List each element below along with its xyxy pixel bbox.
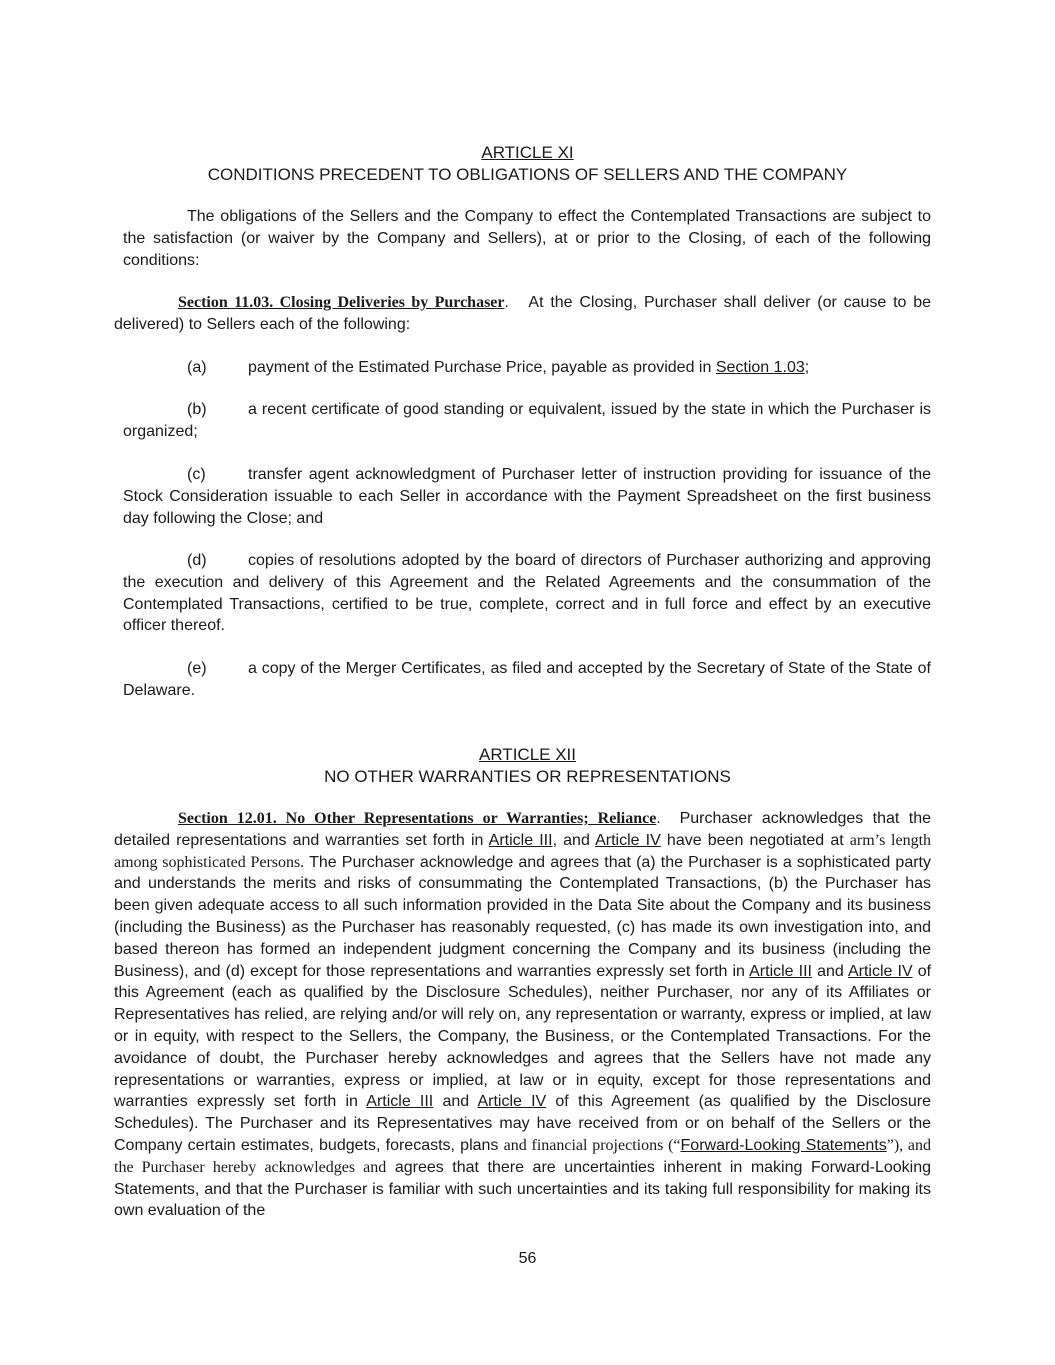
article-iv-link-2[interactable]: Article IV xyxy=(847,962,913,980)
list-item-b-label: (b) xyxy=(187,401,207,418)
article-11-number: ARTICLE XI xyxy=(481,143,574,162)
list-item-d-text: copies of resolutions adopted by the board of directors of Purchaser authorizing and approving the execution and delivery of this Agreement and the Related Agreements and the consummation of the Contemplated Transactions, certified to be true, complete, correct and in full force and effect by an executive officer thereof. xyxy=(123,552,931,635)
list-item-c-label: (c) xyxy=(187,466,206,483)
article-iii-link-2[interactable]: Article III xyxy=(749,962,812,980)
article-11-intro-text: The obligations of the Sellers and the Company to effect the Contemplated Transactions are subject to the satisfaction (or waiver by the Company and Sellers), at or prior to the Closing, of each of the following conditions: xyxy=(123,208,931,269)
section-12-01-text-6: of this Agreement (each as qualified by the Disclosure Schedules), neither Purchaser, nor any of its Affiliates or Representatives has relied, are relying and/or will rely on, any representation or warranty, express or implied, at law or in equity, with respect to the Sellers, the Company, the Business, or the Contemplated Transactions. For the avoidance of doubt, the Purchaser hereby acknowledges and agrees that the Sellers have not made any representations or warranties, express or implied, at law or in equity, except for those representations and warranties expressly set forth in xyxy=(114,962,932,1111)
list-item-b xyxy=(123,399,931,443)
section-12-01-heading: Section 12.01. No Other Representations or Warranties; Reliance xyxy=(178,810,657,827)
section-12-01-text-9-serif: ”), and the Purchaser hereby acknowledges and xyxy=(114,1136,932,1176)
article-11-intro xyxy=(123,206,931,271)
article-12-number: ARTICLE XII xyxy=(479,745,576,764)
list-item-e-label: (e) xyxy=(187,660,207,677)
section-12-01-text-8-serif: and financial projections (“ xyxy=(503,1136,681,1154)
article-11-title: CONDITIONS PRECEDENT TO OBLIGATIONS OF SELLERS AND THE COMPANY xyxy=(207,165,848,184)
list-item-a-label: (a) xyxy=(187,359,207,376)
article-12-title: NO OTHER WARRANTIES OR REPRESENTATIONS xyxy=(324,767,731,786)
section-11-03-text: At the Closing, Purchaser shall deliver (or cause to be delivered) to Sellers each of the following: xyxy=(114,294,931,333)
page-number: 56 xyxy=(518,1250,537,1267)
article-iii-link[interactable]: Article III xyxy=(488,831,553,849)
section-12-01-text-4: The Purchaser acknowledge and agrees that (a) the Purchaser is a sophisticated party and understands the merits and risks of consummating the Contemplated Transactions, (b) the Purchaser has been given adequate access to all such information provided in the Data Site about the Company and its business (including the Business) as the Purchaser has reasonably requested, (c) has made its own investigation into, and based thereon has formed an independent judgment concerning the Company and its business (including the Business), and (d) except for those representations and warranties expressly set forth in xyxy=(114,853,932,980)
section-1-03-link[interactable]: Section 1.03 xyxy=(715,359,805,376)
section-12-01-text-1: Purchaser acknowledges that the detailed representations and warranties set forth in xyxy=(114,810,932,849)
article-iv-link[interactable]: Article IV xyxy=(595,831,661,849)
list-item-c xyxy=(123,464,931,529)
article-12-heading xyxy=(0,744,1055,788)
section-12-01-text-8: of this Agreement (as qualified by the Disclosure Schedules). The Purchaser and its Representatives may have received from or on behalf of the Sellers or the Company certain estimates, budgets, forecasts, plans xyxy=(114,1093,932,1154)
section-12-01-text-2: , and xyxy=(552,831,596,849)
section-11-03-heading: Section 11.03. Closing Deliveries by Purchaser xyxy=(178,294,505,311)
list-item-a-text: payment of the Estimated Purchase Price, payable as provided in xyxy=(248,359,716,376)
section-11-03: Section 11.03. Closing Deliveries by Purchaser. At the Closing, Purchaser shall deliver (or cause to be delivered) to Sellers each of the following: xyxy=(114,294,931,333)
list-item-b-text: a recent certificate of good standing or equivalent, issued by the state in which the Purchaser is organized; xyxy=(123,401,931,440)
section-12-01-text-7: and xyxy=(433,1093,478,1111)
forward-looking-statements-term[interactable]: Forward-Looking Statements xyxy=(680,1136,887,1154)
section-12-01: Section 12.01. No Other Representations or Warranties; Reliance. Purchaser acknowledges that the detailed representations and warranties set forth in Article III, and Article IV have been negotiated at arm’s length among sophisticated Persons. The Purchaser acknowledge and agrees that (a) the Purchaser is a sophisticated party and understands the merits and risks of consummating the Contemplated Transactions, (b) the Purchaser has been given adequate access to all such information provided in the Data Site about the Company and its business (including the Business) as the Purchaser has reasonably requested, (c) has made its own investigation into, and based thereon has formed an independent judgment concerning the Company and its business (including the Business), and (d) except for those representations and warranties expressly set forth in Article III and Article IV of this Agreement (each as qualified by the Disclosure Schedules), neither Purchaser, nor any of its Affiliates or Representatives has relied, are relying and/or will rely on, any representation or warranty, express or implied, at law or in equity, with respect to the Sellers, the Company, the Business, or the Contemplated Transactions. For the avoidance of doubt, the Purchaser hereby acknowledges and agrees that the Sellers have not made any representations or warranties, express or implied, at law or in equity, except for those representations and warranties expressly set forth in Article III and Article IV of this Agreement (as qualified by the Disclosure Schedules). The Purchaser and its Representatives may have received from or on behalf of the Sellers or the Company certain estimates, budgets, forecasts, plans and financial projections (“Forward-Looking Statements”), and the Purchaser hereby acknowledges and agrees that there are uncertainties inherent in making Forward-Looking Statements, and that the Purchaser is familiar with such uncertainties and its taking full responsibility for making its own evaluation of the xyxy=(114,810,932,1220)
section-12-01-text-3-serif: arm’s length among sophisticated Persons. xyxy=(114,831,932,871)
section-12-01-text-10: agrees that there are uncertainties inherent in making Forward-Looking Statements, and that the Purchaser is familiar with such uncertainties and its taking full responsibility for making its own evaluation of the xyxy=(114,1158,931,1220)
list-item-d xyxy=(123,550,931,637)
article-11-heading xyxy=(0,142,1055,186)
list-item-a xyxy=(123,357,931,379)
section-12-01-text-5: and xyxy=(812,962,848,980)
section-12-01-text-3: have been negotiated at xyxy=(660,831,850,849)
list-item-e xyxy=(123,658,931,702)
list-item-d-label: (d) xyxy=(187,552,207,569)
list-item-a-text-end: ; xyxy=(804,359,810,376)
article-iv-link-3[interactable]: Article IV xyxy=(477,1093,547,1111)
list-item-e-text: a copy of the Merger Certificates, as filed and accepted by the Secretary of State of the State of Delaware. xyxy=(123,660,931,699)
list-item-c-text: transfer agent acknowledgment of Purchaser letter of instruction providing for issuance of the Stock Consideration issuable to each Seller in accordance with the Payment Spreadsheet on the first business day following the Close; and xyxy=(123,466,931,527)
article-iii-link-3[interactable]: Article III xyxy=(366,1093,434,1111)
